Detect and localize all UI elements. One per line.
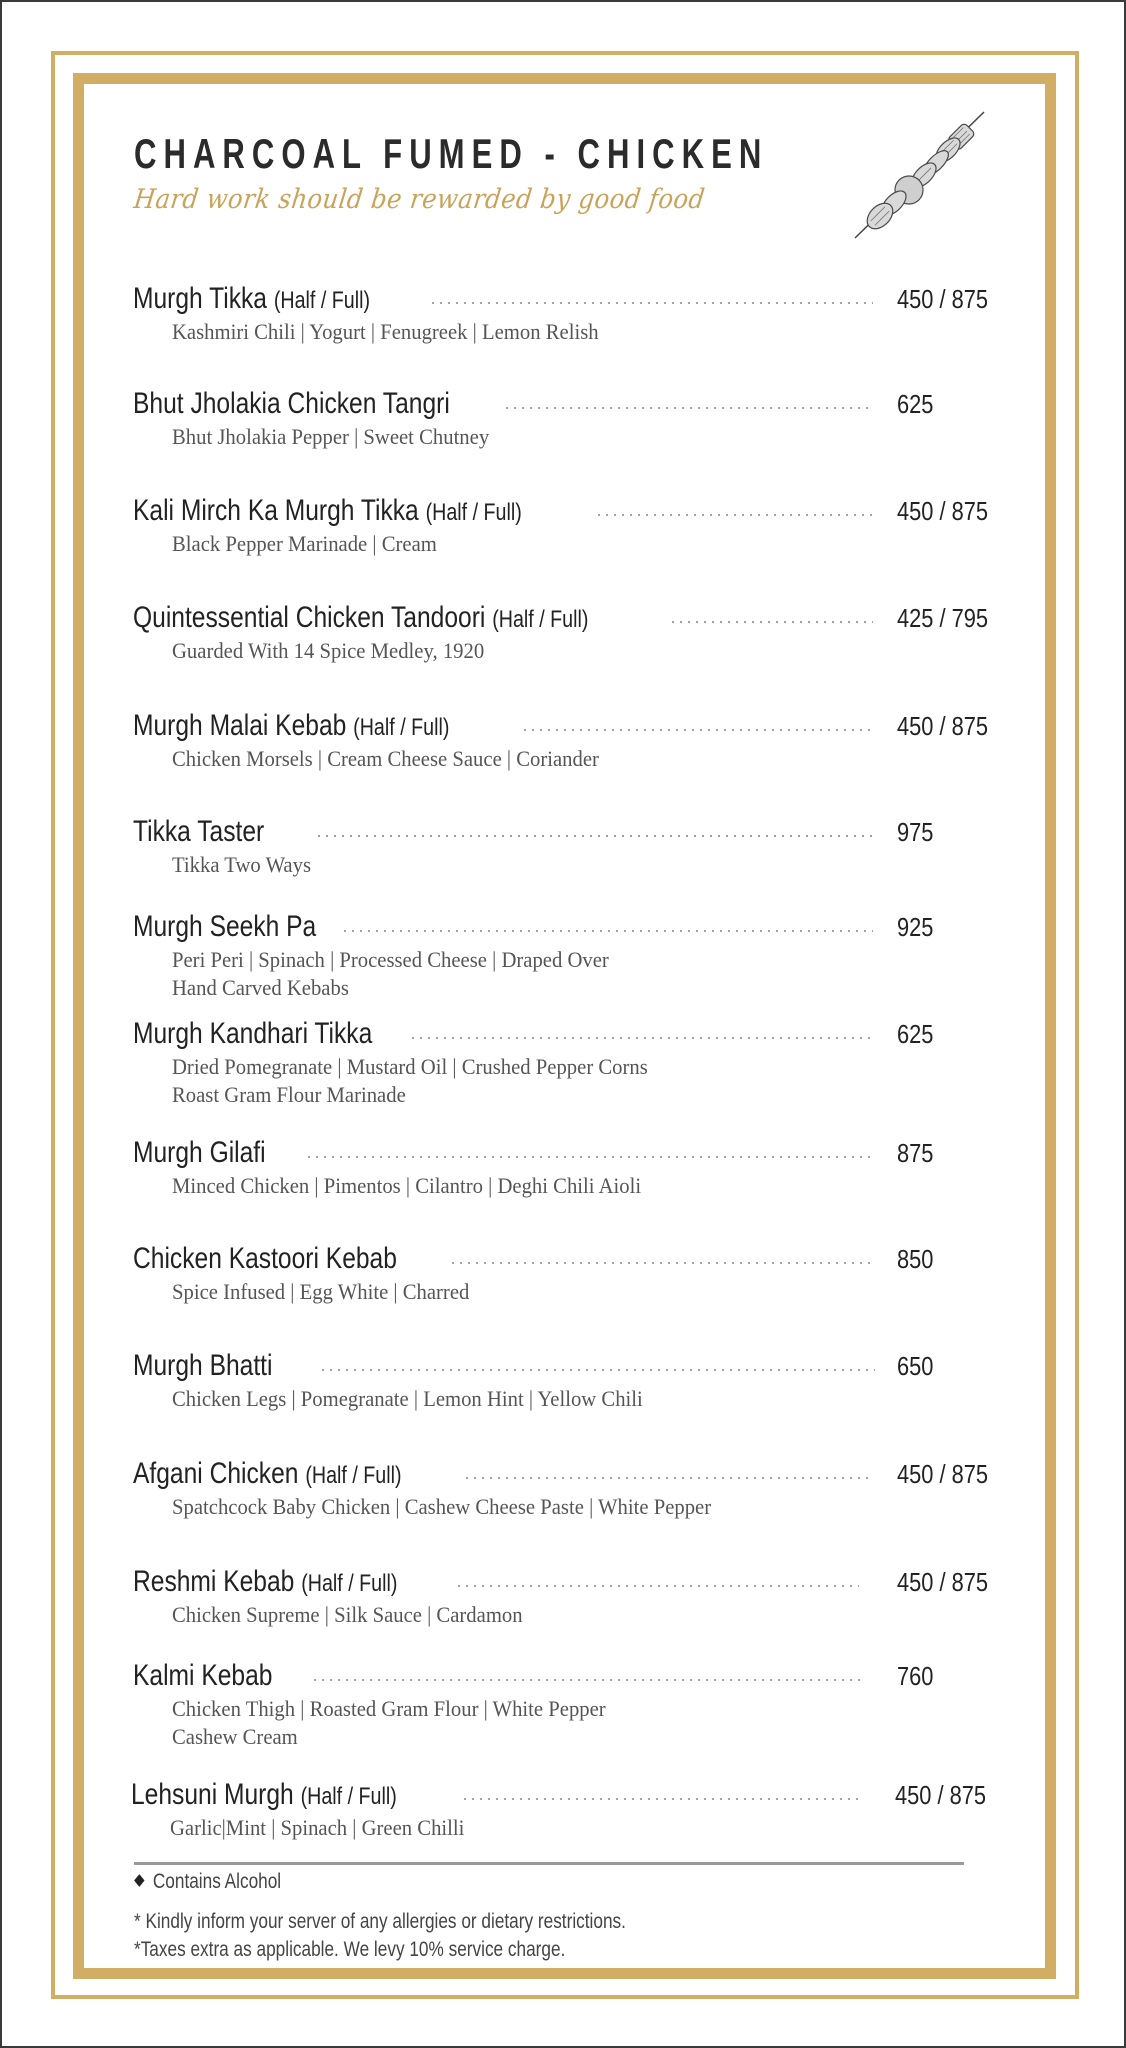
item-description: Bhut Jholakia Pepper | Sweet Chutney xyxy=(172,424,490,449)
item-description: Tikka Two Ways xyxy=(172,852,312,877)
kebab-skewer-icon xyxy=(850,108,990,242)
item-name: Murgh Seekh Pa xyxy=(133,910,317,943)
item-description: Peri Peri | Spinach | Processed Cheese | Draped Over xyxy=(172,947,609,972)
item-name: Quintessential Chicken Tandoori (Half / Full) xyxy=(133,601,589,634)
portion-label: (Half / Full) xyxy=(492,606,589,633)
alcohol-legend-label: Contains Alcohol xyxy=(152,1870,282,1893)
item-name: Chicken Kastoori Kebab xyxy=(133,1242,397,1275)
item-description: Hand Carved Kebabs xyxy=(172,975,349,1000)
portion-label: (Half / Full) xyxy=(353,714,450,741)
item-price: 650 xyxy=(897,1351,934,1381)
item-description: Roast Gram Flour Marinade xyxy=(172,1082,406,1107)
dot-leader xyxy=(503,407,873,409)
menu-item xyxy=(133,1659,1003,1751)
dot-leader xyxy=(319,1369,875,1371)
item-name: Kalmi Kebab xyxy=(133,1659,273,1692)
item-name: Murgh Gilafi xyxy=(133,1136,266,1169)
section-title: CHARCOAL FUMED - CHICKEN xyxy=(134,130,769,177)
footer-divider xyxy=(134,1862,964,1865)
dot-leader xyxy=(311,1679,861,1681)
item-price: 450 / 875 xyxy=(897,1567,989,1597)
item-price: 425 / 795 xyxy=(897,603,989,633)
dot-leader xyxy=(305,1156,873,1158)
item-name: Bhut Jholakia Chicken Tangri xyxy=(133,387,450,420)
item-price: 625 xyxy=(897,389,934,419)
item-description: Black Pepper Marinade | Cream xyxy=(172,531,437,556)
dot-leader xyxy=(461,1798,861,1800)
dot-leader xyxy=(341,930,873,932)
menu-item xyxy=(133,709,1003,773)
menu-item xyxy=(133,1565,1003,1629)
item-price: 450 / 875 xyxy=(897,284,989,314)
item-description: Dried Pomegranate | Mustard Oil | Crushed Pepper Corns xyxy=(172,1054,648,1079)
item-name: Murgh Bhatti xyxy=(133,1349,273,1382)
item-name: Murgh Tikka (Half / Full) xyxy=(133,282,371,315)
portion-label: (Half / Full) xyxy=(273,287,371,314)
dot-leader xyxy=(595,514,873,516)
portion-label: (Half / Full) xyxy=(305,1462,402,1489)
item-name: Kali Mirch Ka Murgh Tikka (Half / Full) xyxy=(133,494,522,527)
item-description: Spatchcock Baby Chicken | Cashew Cheese Paste | White Pepper xyxy=(172,1494,712,1519)
dot-leader xyxy=(521,729,873,731)
item-price: 850 xyxy=(897,1244,934,1274)
item-price: 450 / 875 xyxy=(895,1780,987,1810)
menu-item xyxy=(133,1457,1003,1521)
item-name: Murgh Malai Kebab (Half / Full) xyxy=(133,709,450,742)
item-price: 450 / 875 xyxy=(897,1459,989,1489)
menu-item xyxy=(133,1017,1003,1109)
menu-item xyxy=(131,1778,1001,1842)
dot-leader xyxy=(315,835,873,837)
dot-leader xyxy=(455,1585,859,1587)
dot-leader xyxy=(429,302,873,304)
item-description: Spice Infused | Egg White | Charred xyxy=(172,1279,470,1304)
item-name: Reshmi Kebab (Half / Full) xyxy=(133,1565,398,1598)
menu-item xyxy=(133,815,1003,879)
item-price: 975 xyxy=(897,817,934,847)
item-description: Garlic|Mint | Spinach | Green Chilli xyxy=(170,1815,465,1840)
portion-label: (Half / Full) xyxy=(301,1570,398,1597)
menu-item xyxy=(133,910,1003,1002)
menu-item xyxy=(133,494,1003,558)
diamond-icon xyxy=(134,1875,144,1888)
item-description: Minced Chicken | Pimentos | Cilantro | Deghi Chili Aioli xyxy=(172,1173,642,1198)
section-tagline: Hard work should be rewarded by good food xyxy=(132,184,707,215)
item-description: Chicken Legs | Pomegranate | Lemon Hint | Yellow Chili xyxy=(172,1386,643,1411)
menu-item xyxy=(133,601,1003,665)
item-price: 450 / 875 xyxy=(897,711,989,741)
dot-leader xyxy=(669,621,873,623)
item-name: Murgh Kandhari Tikka xyxy=(133,1017,373,1050)
item-description: Chicken Supreme | Silk Sauce | Cardamon xyxy=(172,1602,523,1627)
item-price: 760 xyxy=(897,1661,934,1691)
item-price: 450 / 875 xyxy=(897,496,989,526)
item-name: Lehsuni Murgh (Half / Full) xyxy=(131,1778,397,1811)
menu-item xyxy=(133,282,1003,346)
portion-label: (Half / Full) xyxy=(300,1783,397,1810)
alcohol-legend xyxy=(134,1870,281,1894)
item-description: Guarded With 14 Spice Medley, 1920 xyxy=(172,638,485,663)
menu-item xyxy=(133,1242,1003,1306)
menu-item xyxy=(133,1349,1003,1413)
tax-note: *Taxes extra as applicable. We levy 10% service charge. xyxy=(134,1938,566,1961)
item-description: Kashmiri Chili | Yogurt | Fenugreek | Lemon Relish xyxy=(172,319,599,344)
item-name: Afgani Chicken (Half / Full) xyxy=(133,1457,402,1490)
item-description: Chicken Thigh | Roasted Gram Flour | White Pepper xyxy=(172,1696,606,1721)
item-description: Chicken Morsels | Cream Cheese Sauce | Coriander xyxy=(172,746,599,771)
item-name: Tikka Taster xyxy=(133,815,265,848)
dot-leader xyxy=(463,1477,873,1479)
item-price: 875 xyxy=(897,1138,934,1168)
menu-item xyxy=(133,387,1003,451)
allergy-note: * Kindly inform your server of any allergies or dietary restrictions. xyxy=(134,1910,626,1933)
menu-item xyxy=(133,1136,1003,1200)
dot-leader xyxy=(409,1037,873,1039)
item-price: 625 xyxy=(897,1019,934,1049)
item-description: Cashew Cream xyxy=(172,1724,298,1749)
item-price: 925 xyxy=(897,912,934,942)
portion-label: (Half / Full) xyxy=(425,499,522,526)
dot-leader xyxy=(449,1262,875,1264)
